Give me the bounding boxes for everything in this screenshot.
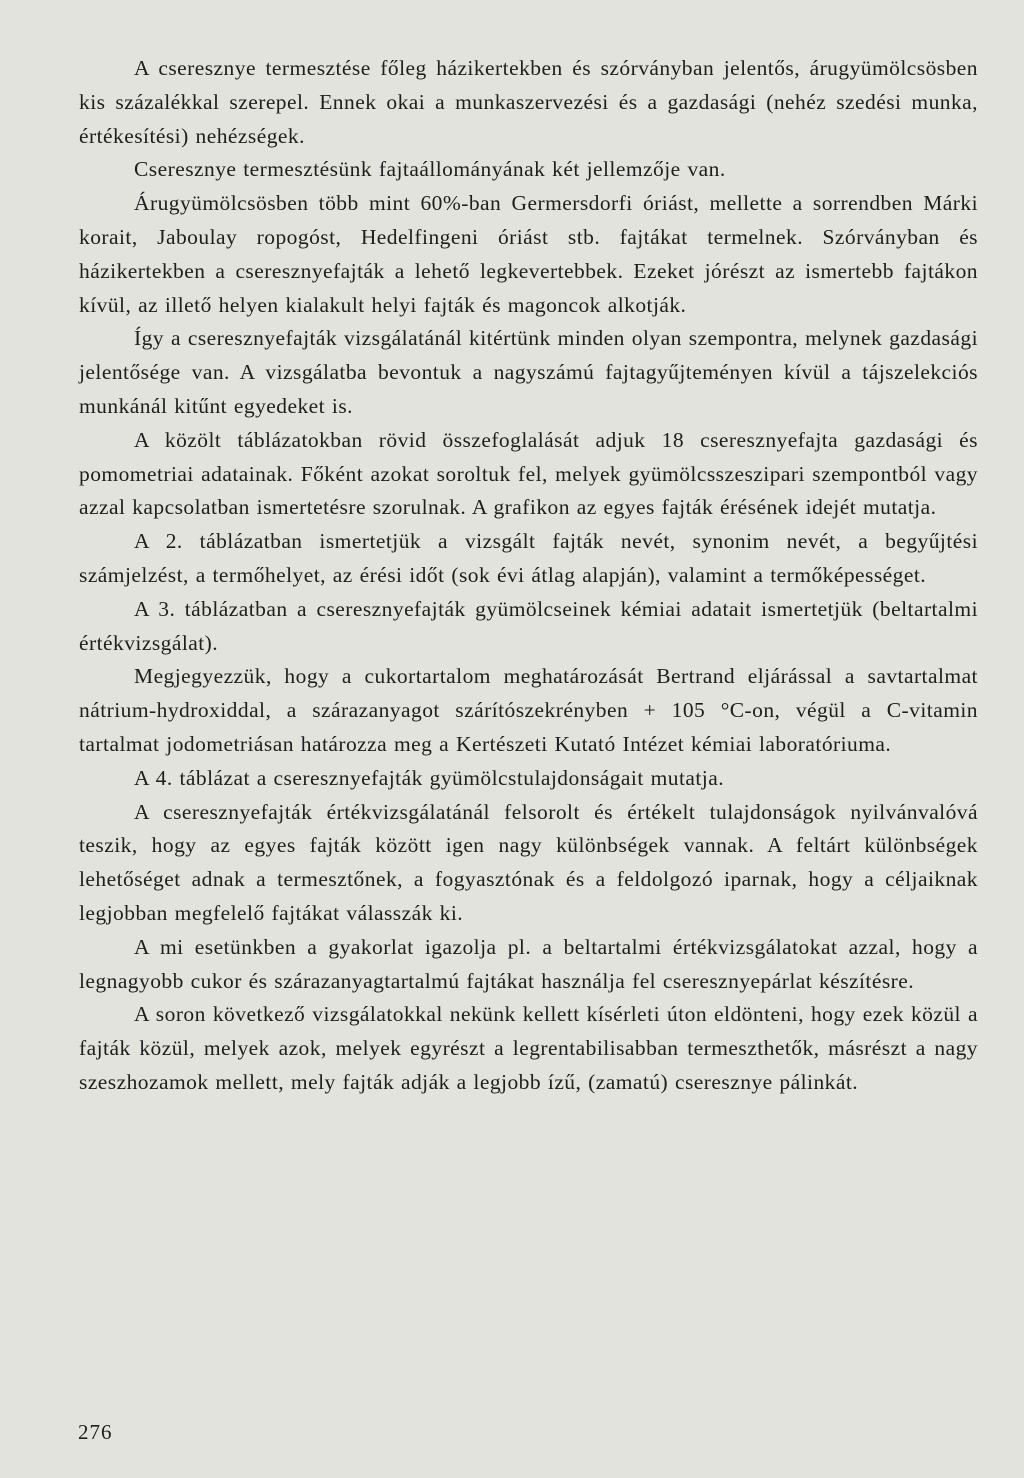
paragraph-8: Megjegyezzük, hogy a cukortartalom meghatározását Bertrand eljárással a savtartalmat nátrium-hydroxiddal, a szárazanyagot szárítószekrényben + 105 °C-on, végül a C-vitamin tartalmat jodometriásan határozza meg a Kertészeti Kutató Intézet kémiai laboratóriuma.	[79, 664, 978, 756]
paragraph-6: A 2. táblázatban ismertetjük a vizsgált fajták nevét, synonim nevét, a begyűjtési számjelzést, a termőhelyet, az érési időt (sok évi átlag alapján), valamint a termőképességet.	[79, 529, 978, 587]
paragraph-11: A mi esetünkben a gyakorlat igazolja pl. a beltartalmi értékvizsgálatokat azzal, hogy a legnagyobb cukor és szárazanyagtartalmú fajtákat használja fel cseresznyepárlat készítésre.	[79, 934, 978, 993]
paragraph-5: A közölt táblázatokban rövid összefoglalását adjuk 18 cseresznyefajta gazdasági és pomometriai adatainak. Főként azokat soroltuk fel, melyek gyümölcsszeszipari szempontból vagy azzal kapcsolatban ismertetésre szorulnak. A grafikon az egyes fajták érésének idejét mutatja.	[79, 427, 978, 520]
paragraph-12: A soron következő vizsgálatokkal nekünk kellett kísérleti úton eldönteni, hogy ezek közül a fajták közül, melyek azok, melyek egyrészt a legrentabilisabban termeszthetők, másrészt a nagy szeszhozamok mellett, mely fajták adják a legjobb ízű, (zamatú) cseresznye pálinkát.	[79, 1002, 978, 1094]
paragraph-9: A 4. táblázat a cseresznyefajták gyümölcstulajdonságait mutatja.	[134, 765, 725, 790]
text-body	[79, 52, 978, 1100]
paragraph-1: A cseresznye termesztése főleg házikertekben és szórványban jelentős, árugyümölcsösben kis százalékkal szerepel. Ennek okai a munkaszervezési és a gazdasági (nehéz szedési munka, értékesítési) nehézségek.	[79, 56, 978, 148]
paragraph-10: A cseresznyefajták értékvizsgálatánál felsorolt és értékelt tulajdonságok nyilvánvalóvá teszik, hogy az egyes fajták között igen nagy különbségek vannak. A feltárt különbségek lehetőséget adnak a termesztőnek, a fogyasztónak és a feldolgozó iparnak, hogy a céljaiknak legjobban megfelelő fajtákat válasszák ki.	[79, 799, 978, 925]
paragraph-7: A 3. táblázatban a cseresznyefajták gyümölcseinek kémiai adatait ismertetjük (beltartalmi értékvizsgálat).	[79, 596, 978, 655]
paragraph-2: Cseresznye termesztésünk fajtaállományának két jellemzője van.	[134, 157, 726, 182]
paragraph-4: Így a cseresznyefajták vizsgálatánál kitértünk minden olyan szempontra, melynek gazdasági jelentősége van. A vizsgálatba bevontuk a nagyszámú fajtagyűjteményen kívül a tájszelekciós munkánál kitűnt egyedeket is.	[79, 326, 978, 418]
page-number: 276	[78, 1420, 113, 1444]
paragraph-3: Árugyümölcsösben több mint 60%-ban Germersdorfi óriást, mellette a sorrendben Márki korait, Jaboulay ropogóst, Hedelfingeni óriást stb. fajtákat termelnek. Szórványban és házikertekben a cseresznyefajták a lehető legkevertebbek. Ezeket jórészt az ismertebb fajtákon kívül, az illető helyen kialakult helyi fajták és magoncok alkotják.	[79, 191, 978, 317]
